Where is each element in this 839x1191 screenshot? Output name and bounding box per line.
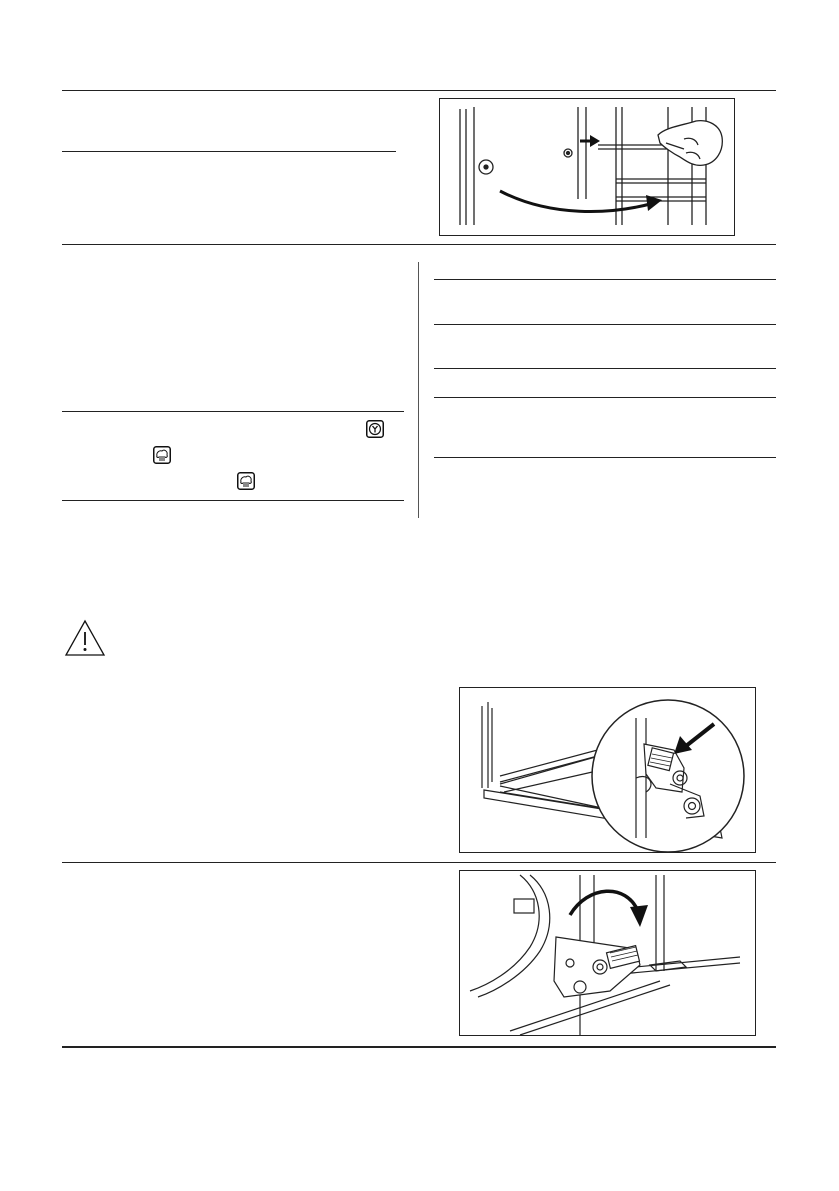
right-rule-1	[434, 279, 776, 280]
steam-tray-icon	[237, 472, 255, 490]
bottom-rule	[62, 1046, 776, 1048]
warning-triangle-icon	[64, 619, 106, 657]
right-rule-5	[434, 457, 776, 458]
right-rule-2	[434, 324, 776, 325]
hinge-rotate-figure	[459, 870, 756, 1036]
section-rule-2	[62, 862, 776, 863]
left-rule-2	[62, 500, 404, 501]
section-rule-1	[62, 244, 776, 245]
steam-tray-icon	[153, 446, 171, 464]
top-rule	[62, 90, 776, 91]
door-hinge-figure	[459, 687, 756, 853]
right-rule-3	[434, 368, 776, 369]
left-block-rule	[62, 151, 396, 152]
fan-icon	[366, 420, 384, 438]
right-rule-4	[434, 397, 776, 398]
left-rule-1	[62, 411, 404, 412]
column-divider	[418, 262, 419, 518]
shelf-support-figure	[439, 98, 735, 236]
